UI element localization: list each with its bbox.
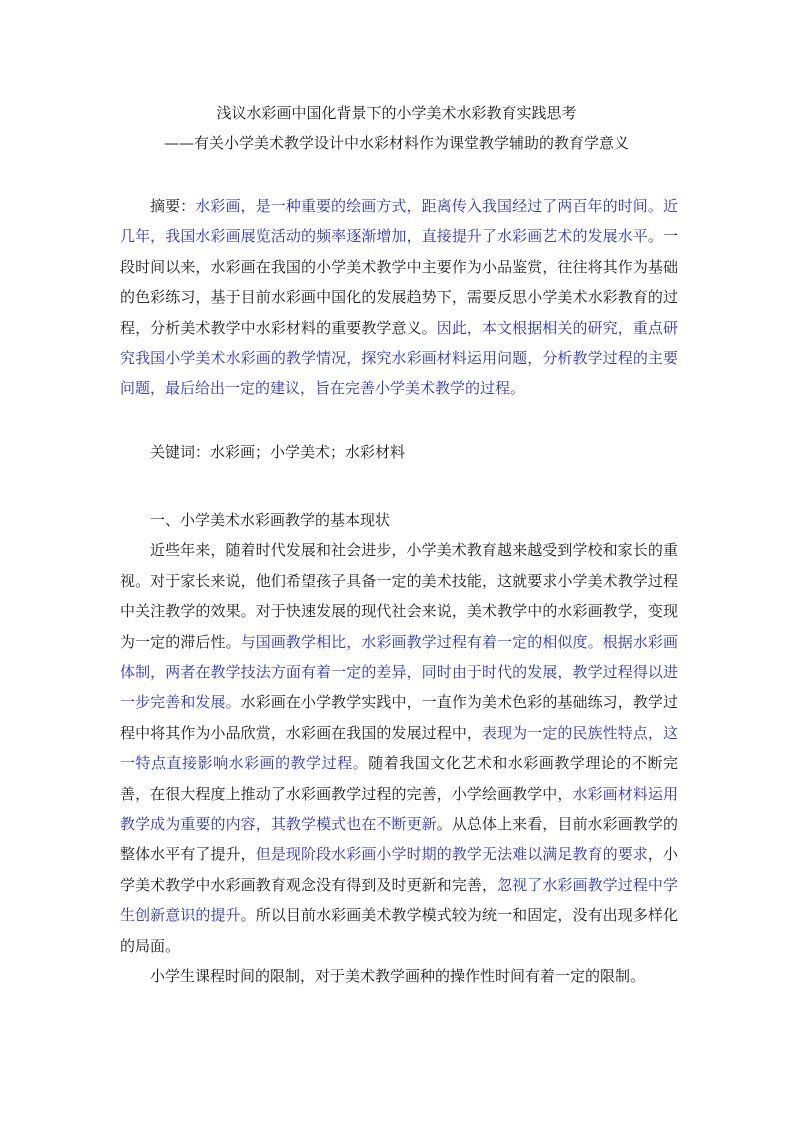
- abstract-highlight: 因此，本文根据相关的研究，重点研究我国小学美术水彩画的教学情况，探究水彩画材料运用问题，分析教学过程的主要问题，最后给出一定的建议，旨在完善小学美术教学的过程。: [120, 318, 678, 398]
- abstract-paragraph: [120, 191, 678, 404]
- paragraph-highlight: 忽视了水彩画教学过程中学生创新意识的提升: [120, 875, 678, 925]
- section-paragraph: [120, 535, 678, 961]
- keywords-line: [120, 437, 678, 467]
- abstract-highlight: 水彩画，是一种重要的绘画方式，距离传入我国经过了两百年的时间。近几年，我国水彩画展览活动的频率逐渐增加，直接提升了水彩画艺术的发展水平: [120, 197, 678, 246]
- abstract-label: 摘要：: [150, 197, 196, 215]
- paragraph-highlight: 与国画教学相比，水彩画教学过程有着一定的相似度。根据水彩画体制，两者在教学技法方面有着一定的差异，同时由于时代的发展，教学过程得以进一步完善和发展。: [120, 632, 678, 712]
- paragraph-highlight: 表现为一定的民族性特点，这一特点直接影响水彩画的教学过程。: [120, 723, 678, 773]
- paragraph-text: 随着我国文化艺术和水彩画教学理论的不断完善，在很大程度上推动了水彩画教学过程的完善，小学绘画教学中，: [120, 754, 678, 803]
- keywords-value: 水彩画；小学美术；水彩材料: [210, 443, 406, 461]
- section-paragraph: 小学生课程时间的限制，对于美术教学画种的操作性时间有着一定的限制。: [150, 967, 646, 986]
- document-subtitle: ——有关小学美术教学设计中水彩材料作为课堂教学辅助的教育学意义: [163, 134, 629, 152]
- abstract-text: 。一段时间以来，水彩画在我国的小学美术教学中主要作为小品鉴赏，往往将其作为基础的色彩练习，基于目前水彩画中国化的发展趋势下，需要反思小学美术水彩教育的过程，分析美术教学中水彩材料的重要教学意义。: [120, 227, 678, 337]
- paragraph-text: 水彩画在小学教学实践中，一直作为美术色彩的基础练习，教学过程中将其作为小品欣赏，水彩画在我国的发展过程中，: [120, 693, 678, 742]
- paragraph-highlight: 但是现阶段水彩画小学时期的教学无法难以满足教育的要求: [255, 845, 648, 864]
- paragraph-highlight: 水彩画材料运用教学成为重要的内容，其教学模式也在不断更新: [120, 784, 678, 834]
- section-1: [120, 505, 678, 992]
- keywords-section: [120, 437, 678, 467]
- paragraph-text: 。从总体上来看，目前水彩画教学的整体水平有了提升，: [120, 815, 678, 864]
- abstract-section: [120, 191, 678, 404]
- paragraph-text: 近些年来，随着时代发展和社会进步，小学美术教育越来越受到学校和家长的重视。对于家长来说，他们希望孩子具备一定的美术技能，这就要求小学美术教学过程中关注教学的效果。对于快速发展的现代社会来说，美术教学中的水彩画教学，变现为一定的滞后性。: [120, 541, 678, 651]
- document-title: 浅议水彩画中国化背景下的小学美术水彩教育实践思考: [216, 104, 577, 122]
- keywords-label: 关键词：: [150, 443, 211, 461]
- paragraph-text: ，小学美术教学中水彩画教育观念没有得到及时更新和完善，: [120, 845, 678, 894]
- paragraph-text: 。所以目前水彩画美术教学模式较为统一和固定，没有出现多样化的局面。: [120, 906, 678, 955]
- section-heading: 一、小学美术水彩画教学的基本现状: [150, 511, 391, 529]
